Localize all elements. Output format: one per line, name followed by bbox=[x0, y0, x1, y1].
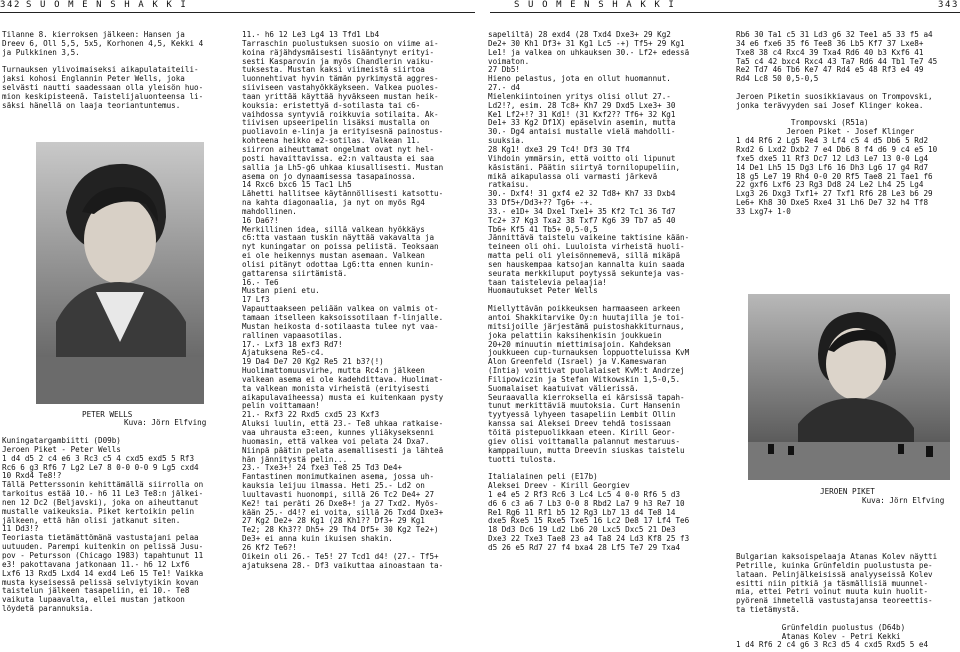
left-page-number: 342 bbox=[0, 0, 22, 10]
photo-peter-wells bbox=[36, 142, 204, 404]
right-page-number: 343 bbox=[938, 0, 960, 10]
left-running-title: S U O M E N S H A K K I bbox=[26, 0, 188, 10]
column-1-game: Kuningatargambiitti (D09b) Jeroen Piket - Peter Wells 1 d4 d5 2 c4 e6 3 Rc3 c5 4 cxd5 exd5 5 Rf3 Rc6 6 g3 Rf6 7 Lg2 Le7 8 0-0 0-0 9 Lg5 cxd4 10 Rxd4 Te8!? Tällä Petterssonin kehittämällä siirrolla on tarkoitus estää 10.- h6 11 Le3 Te8:n jälkei- nen 12 Dc2 (Beljavski), joka on aiheuttanut mustalle vaikeuksia. Piket kertoikin pelin jälkeen, että hän olisi jatkanut siten. 11 Dd3!? Teoriasta tietämättömänä vastustajani pelaa uutuuden. Parempi kuitenkin on pelissä Jusu- pov - Petursson (Chicago 1983) tapahtunut 11 e3! pakottavana jatkonaan 11.- h6 12 Lxf6 Lxf6 13 Rxd5 Lxd4 14 exd4 Le6 15 Te1! Vaikka musta kyseisessä pelissä selviytyikin kovan taistelun jälkeen tasapeliin, ei 10.- Te8 vaikuta lupaavalta, ellei mustan jatkoon löydetä parannuksia. bbox=[2, 437, 204, 614]
right-header-rule bbox=[490, 12, 960, 13]
jeroen-piket-caption-name: JEROEN PIKET bbox=[820, 487, 875, 496]
column-1-intro: Tilanne 8. kierroksen jälkeen: Hansen ja Dreev 6, Oll 5,5, 5x5, Korhonen 4,5, Kekki 4 ja Pulkkinen 3,5. Turnauksen ylivoimaiseksi aikapulataiteili- jaksi kohosi Englannin Peter Wells, joka selvästi nautti saadessaan olla yleisön huo- mion keskipisteenä. Taistelijaluonteensa li- säksi hänellä on laaja teoriantuntemus. bbox=[2, 31, 204, 110]
column-2: 11.- h6 12 Le3 Lg4 13 Tfd1 Lb4 Tarraschin puolustuksen suosio on viime ai- koina räjähdysmäisesti lisääntynyt erityi- sesti Kasparovin ja myös Chandlerin vaiku- tuksesta. Mustan kaksi viimeistä siirtoa luonnehtivat hyvin tämän pyrkimystä aggres- siiviseen vastahyökkäykseen. Valkea puoles- taan yrittää käyttää hyväkseen mustan heik- kouksia: eristettyä d-sotilasta tai c6- vaihdossa syntyviä roikkuvia sotilaita. Ak- tiivisen upseeripelin lisäksi mustalla on puoliavoin e-linja ja erityisesnä painostus- kohteena heikko e2-sotilas. Valkean 11. siirron aiheuttamat ongelmat ovat nyt hel- posti havaittavissa. e2:n valtausta ei saa sallia ja Lh5-g6 uhkaa kiusallisesti. Mustan asema on jo dynaamisessa tasapainossa. 14 Rxc6 bxc6 15 Tac1 Lh5 Lähetti hallitsee käytännöllisesti katsottu- na kahta diagonaalia, ja nyt on myös Rg4 mahdollinen. 16 Da6?! Merkillinen idea, sillä valkean hyökkäys c6:tta vastaan tuskin näyttää vakavalta ja nyt kuningatar on poissa peliistä. Teoksaan ei ole heikennys mustan asemaan. Valkean olisi pitänyt odottaa Lg6:tta ennen kunin- gattarensa siirtämistä. 16.- Te6 Mustan pieni etu. 17 Lf3 Vapauttaakseen peliään valkea on valmis ot- tamaan itselleen kaksoissotilaan f-linjalle. Mustan heikosta d-sotilaasta tulee nyt vaa- rallinen vapaasotilas. 17.- Lxf3 18 exf3 Rd7! Ajatuksena Re5-c4. 19 Da4 De7 20 Kg2 Re5 21 b3?(!) Huolimattomuusvirhe, mutta Rc4:n jälkeen valkean asema ei ole kadehdittava. Huolimat- ta valkean monista virheistä (erityisesti aikapulavaiheessa) musta ei kuitenkaan pysty pelin voittamaan! 21.- Rxf3 22 Rxd5 cxd5 23 Kxf3 Aluksi luulin, että 23.- Te8 uhkaa ratkaise- vaa uhrausta e3:een, kunnes yliäkyseksenni huomasin, että valkea voi pelata 24 Dxa7. Niinpä päätin pelata asemallisesti ja lähteä hän jännitystä pelin... 23.- Txe3+! 24 fxe3 Te8 25 Td3 De4+ Fantastinen monimutkainen asema, jossa uh- kauksia leijuu ilmassa. Heti 25.- Ld2 on luultavasti huonompi, sillä 26 Tc2 De4+ 27 Ke2! tai peräti 26 Dxe8+! ja 27 Txd2. Myös- kään 25.- d4!? ei voita, sillä 26 Txd4 Dxe3+ 27 Kg2 De2+ 28 Kg1 (28 Kh1?? Df3+ 29 Kg1 Te2; 28 Kh3?? Dh5+ 29 Th4 Df5+ 30 Kg2 Te2+) De3+ ei anna kuin ikuisen shakin. 26 Kf2 Te6?! Oikein oli 26.- Te5! 27 Tcd1 d4! (27.- Tf5+ ajatuksena 28.- Df3 vaikuttaa ainoastaan ta- bbox=[242, 31, 444, 570]
photo-jeroen-piket bbox=[748, 294, 950, 480]
column-4-bottom: Bulgarian kaksoispelaaja Atanas Kolev näytti Petrille, kuinka Grünfeldin puolustusta pe- lataan. Pelinjälkeisissä analyyseissä Kolev esitti niin pitkiä ja täsmällisiä muunnel- mia, ettei Petri voinut muuta kuin huolit- pyörenä ihmetellä vastustajansa teoreettis- ta tietämystä. Grünfeldin puolustus (D64b) Atanas Kolev - Petri Kekki 1 d4 Rf6 2 c4 g6 3 Rc3 d5 4 cxd5 Rxd5 5 e4 bbox=[736, 553, 938, 650]
column-4-top: Rb6 30 Ta1 c5 31 Ld3 g6 32 Tee1 a5 33 f5 a4 34 e6 fxe6 35 f6 Tee8 36 Lb5 Kf7 37 Lxe8+ Txe8 38 c4 Rxc4 39 Txa4 Rd6 40 b3 Kxf6 41 Ta5 c4 42 bxc4 Rxc4 43 Ta7 Rd6 44 Tb1 Te7 45 Re2 Td7 46 Tb6 Ke7 47 Rd4 e5 48 Rf3 e4 49 Rd4 Lc8 50 0,5-0,5 Jeroen Piketin suosikkiavaus on Trompovski, jonka terävyyden sai Josef Klinger kokea. Trompovski (R51a) Jeroen Piket - Josef Klinger 1 d4 Rf6 2 Lg5 Re4 3 Lf4 c5 4 d5 Db6 5 Rd2 Rxd2 6 Lxd2 Dxb2 7 e4 Db6 8 f4 d6 9 c4 e5 10 fxe5 dxe5 11 Rf3 Dc7 12 Ld3 Le7 13 0-0 Lg4 14 De1 Lh5 15 Dg3 Lf6 16 Dh3 Lg6 17 g4 Rd7 18 g5 Le7 19 Rh4 0-0 20 Rf5 Tae8 21 Tae1 f6 22 gxf6 Lxf6 23 Rg3 Dd8 24 Le2 Lh4 25 Lg4 Lxg3 26 Dxg3 Txf1+ 27 Txf1 Rf6 28 Le3 b6 29 Le6+ Kh8 30 Dxe5 Rxe4 31 Lh6 De7 32 h4 Tf8 33 Lxg7+ 1-0 bbox=[736, 31, 938, 216]
jeroen-piket-caption-credit: Kuva: Jörn Elfving bbox=[862, 496, 945, 505]
peter-wells-caption-name: PETER WELLS bbox=[82, 410, 133, 419]
jeroen-piket-portrait bbox=[748, 294, 950, 480]
peter-wells-portrait bbox=[36, 142, 204, 404]
right-running-title: S U O M E N S H A K K I bbox=[514, 0, 676, 10]
left-header-rule bbox=[0, 12, 475, 13]
column-3: sapeliltä) 28 exd4 (28 Txd4 Dxe3+ 29 Kg2 De2+ 30 Kh1 Df3+ 31 Kg1 Lc5 -+) Tf5+ 29 Kg1 Le1! ja valkea on uhkauksen 30.- Lf2+ edessä voimaton. 27 Db5! Hieno pelastus, jota en ollut huomannut. 27.- d4 Mielenkiintoinen yritys olisi ollut 27.- Ld2!?, esim. 28 Tc8+ Kh7 29 Dxd5 Lxe3+ 30 Ke1 Lf2+!? 31 Kd1! (31 Kxf2?? Tf6+ 32 Kg1 De1+ 33 Kg2 Df1X) epäselvin asemin, mutta 30.- Dg4 antaisi mustalle vielä mahdolli- suuksia. 28 Kg1! dxe3 29 Tc4! Df3 30 Tf4 Vihdoin ymmärsin, että voitto oli lipunut käsistäni. Päätin siirtyä tornilopupeliin, mikä aikapulassa oli varmasti järkevä ratkaisu. 30.- Dxf4! 31 gxf4 e2 32 Td8+ Kh7 33 Dxb4 33 Df5+/Dd3+?? Tg6+ -+. 33.- e1D+ 34 Dxe1 Txe1+ 35 Kf2 Tc1 36 Td7 Tc2+ 37 Kg3 Txa2 38 Txf7 Kg6 39 Tb7 a5 40 Tb6+ Kf5 41 Tb5+ 0,5-0,5 Jännittävä taistelu vaikeine taktisine kään- teineen oli ohi. Luuloista virheistä huoli- matta peli oli yleisönnemevä, sillä mikäpä sen hauskempaa katsojan kannalta kuin saada seurata merkkiluput poytyssä sekunteja vas- taan taistelevia pelaajia! Huomautukset Peter Wells Miellyttävän poikkeuksen harmaaseen arkeen antoi Shakkitarvike Oy:n huutajilla je toi- mitsijoille järjestämä puistoshakkiturnaus, joka pelattiin kaksihenkisin joukkuein 20+20 minuutin miettimisajoin. Kahdeksan joukkueen cup-turnauksen loppuotteluissa KvM Alon Greenfeld (Israel) ja V.Kameswaran (Intia) voittivat puolalaiset KvM:t Andrzej Filipowiczin ja Stefan Witkowskin 1,5-0,5. Suomalaiset kaatuivat välierissä. Seuraavalla kierroksella ei kärsissä tapah- tunut merkittäviä muutoksia. Curt Hansenin tyytyessä lyhyeen tasapeliin Lembit Ollin kanssa sai Aleksei Dreev tehdä tosissaan töitä pistepuolikkaan eteen. Kirill Geor- giev olisi voittamalla palannut mestaruus- kamppailuun, mutta Dreevin siuskas taistelu tuotti tulosta. Italialainen peli (E17b) Aleksei Dreev - Kirill Georgiev 1 e4 e5 2 Rf3 Rc6 3 Lc4 Lc5 4 0-0 Rf6 5 d3 d6 6 c3 a6 7 Lb3 0-0 8 Rbd2 La7 9 h3 Re7 10 Re1 Rg6 11 Rf1 b5 12 Rg3 Lb7 13 d4 Te8 14 dxe5 Rxe5 15 Rxe5 Txe5 16 Lc2 De8 17 Lf4 Te6 18 Dd3 Dc6 19 Ld2 Lb6 20 Lxc5 Dxc5 21 De3 Dxe3 22 Txe3 Tae8 23 a4 Ta8 24 Ld3 Kf8 25 f3 d5 26 e5 Rd7 27 f4 bxa4 28 Lf5 Te7 29 Txa4 bbox=[488, 31, 690, 552]
peter-wells-caption-credit: Kuva: Jörn Elfving bbox=[124, 418, 207, 427]
